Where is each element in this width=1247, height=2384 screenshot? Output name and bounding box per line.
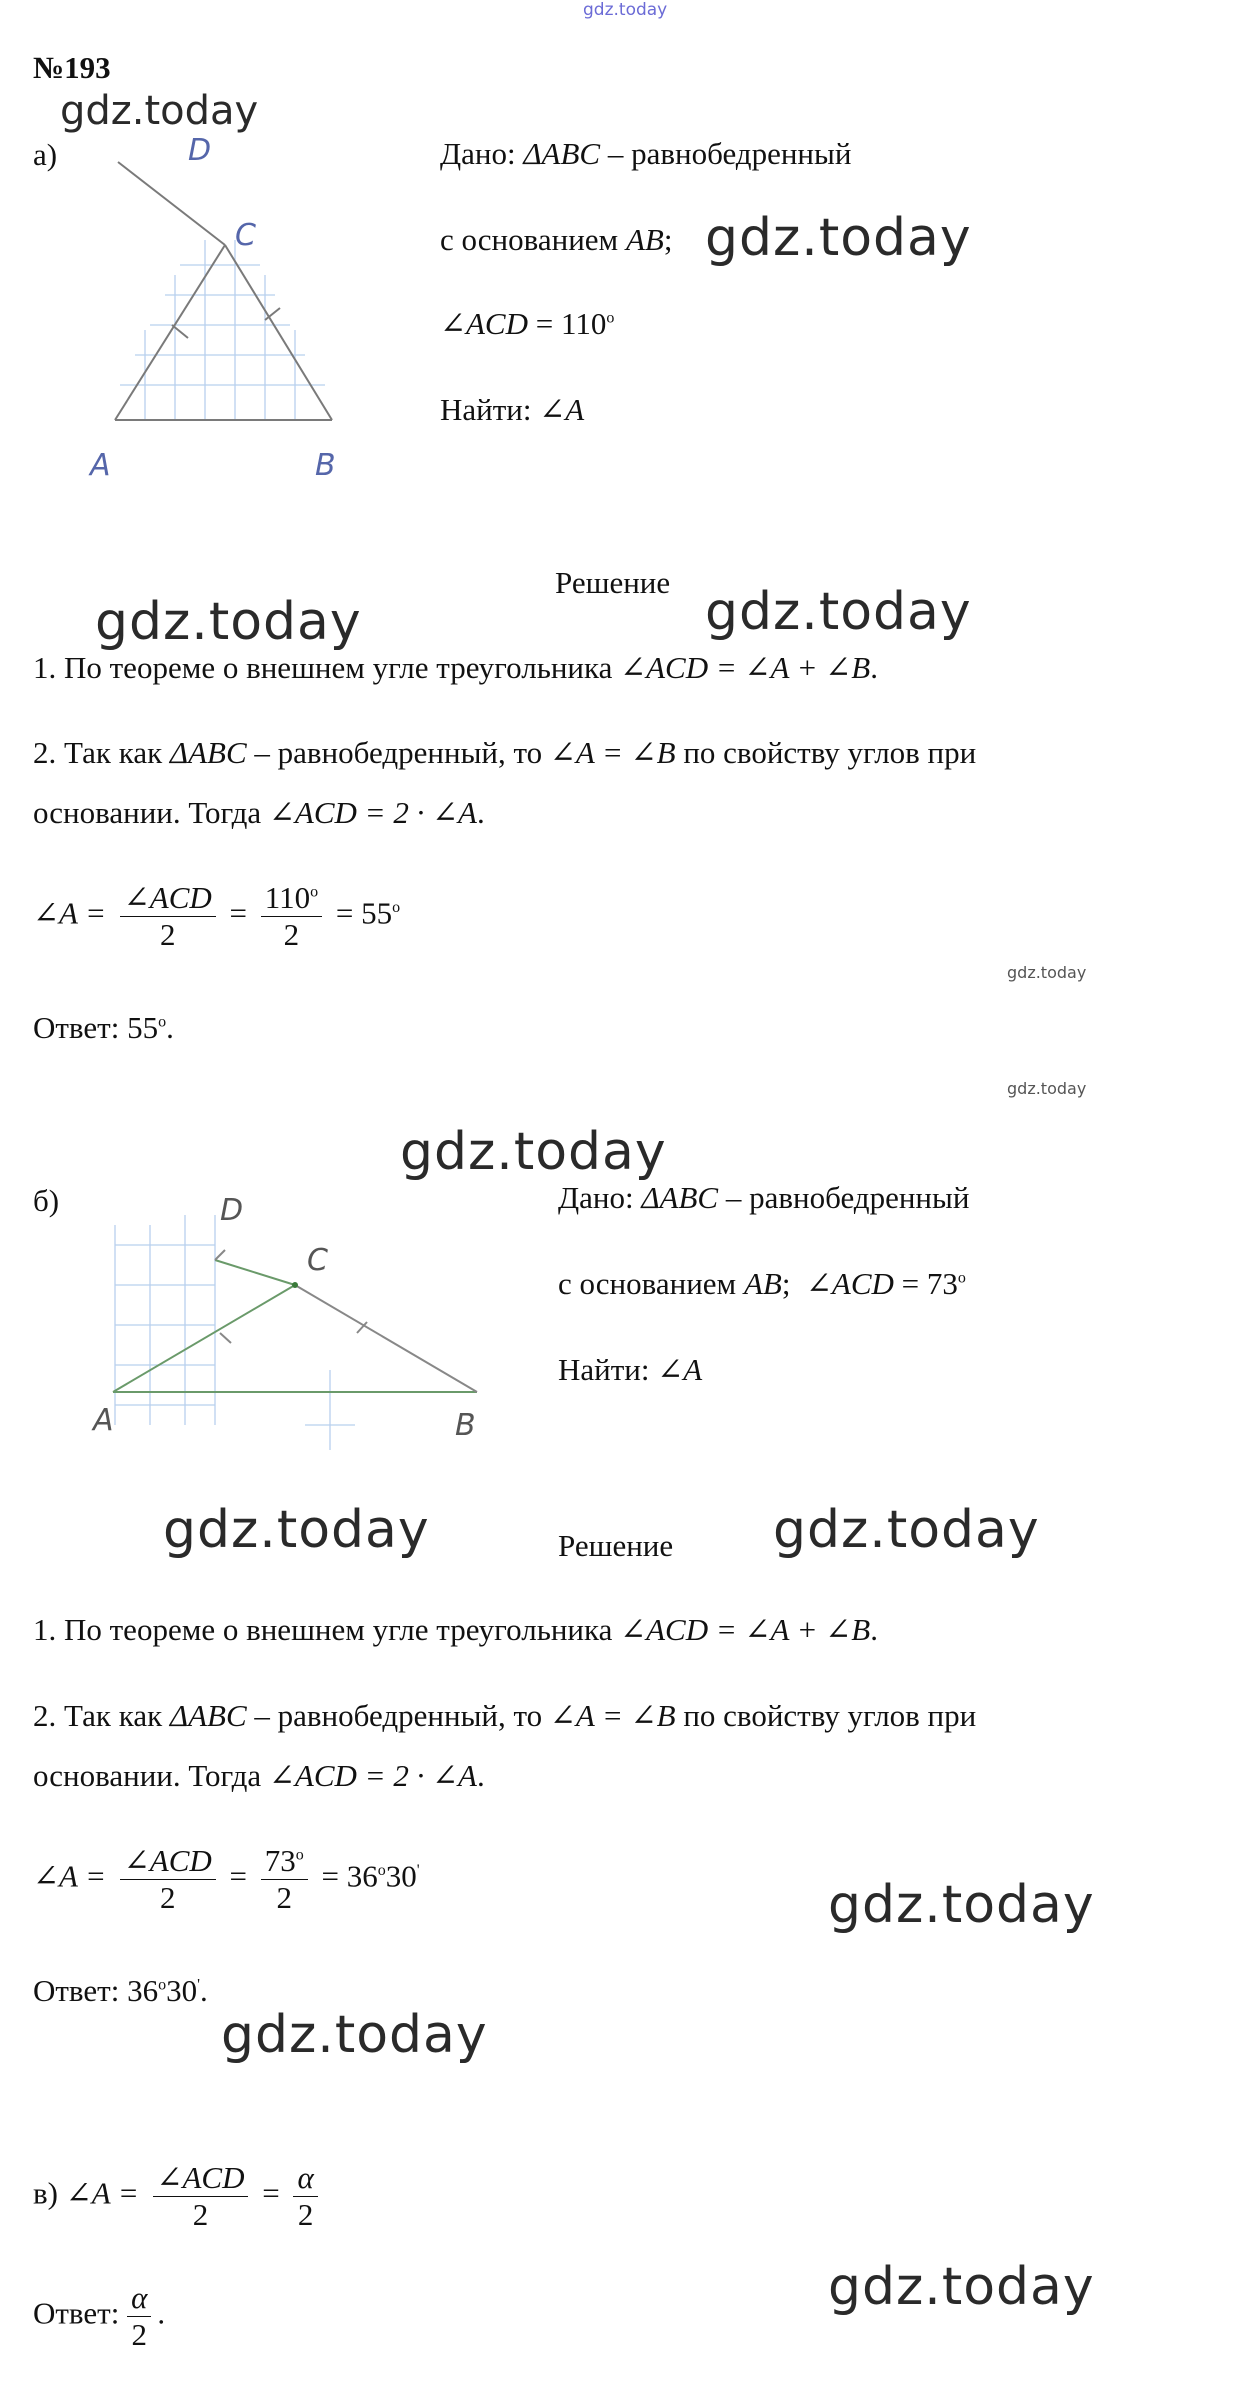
math: AB (743, 1266, 782, 1301)
triangle-figure-a (70, 130, 370, 490)
part-b-given-1 (558, 1180, 969, 1216)
text: основании. Тогда (33, 1758, 269, 1793)
label-b: B (455, 1408, 476, 1443)
part-a-find (440, 392, 584, 428)
prime-sign: ' (197, 1976, 200, 1994)
text: – равнобедренный, то (246, 735, 550, 770)
numerator: α (293, 2160, 317, 2197)
degree-sign: o (310, 883, 319, 901)
text: – равнобедренный (600, 136, 852, 171)
problem-number: №193 (33, 50, 111, 85)
part-c-formula (33, 2160, 324, 2232)
text: . (477, 795, 485, 830)
text: ; (663, 222, 673, 257)
grid-lines (120, 240, 325, 420)
math: ∠A = ∠B (549, 735, 676, 770)
denominator: 2 (192, 2196, 209, 2232)
degree-sign: o (377, 1861, 386, 1879)
math: ΔABC (641, 1180, 719, 1215)
watermark: gdz.today (400, 1122, 667, 1182)
text: ; (781, 1266, 806, 1301)
part-a-step-1 (33, 650, 878, 686)
label-c: C (307, 1243, 328, 1278)
part-b-find (558, 1352, 702, 1388)
text: 1. По теореме о внешнем угле треугольника (33, 650, 621, 685)
text: Ответ: (33, 2295, 128, 2331)
text: . (166, 1010, 174, 1045)
degree-sign: o (158, 1976, 167, 1994)
math: ∠ACD (805, 1266, 894, 1301)
watermark: gdz.today (705, 208, 972, 268)
degree-sign: o (392, 898, 401, 916)
fraction (261, 1843, 308, 1915)
text: Дано: (440, 136, 524, 171)
text: 2. Так как (33, 1698, 170, 1733)
math: ΔABC (169, 735, 247, 770)
text: – равнобедренный (718, 1180, 970, 1215)
math: ∠A = (33, 895, 107, 931)
equals: = (229, 1858, 247, 1894)
part-b-step-2b (33, 1758, 485, 1794)
math: ∠A = (33, 1858, 107, 1894)
part-b-label: б) (33, 1183, 60, 1218)
value: 36 (127, 1973, 159, 2008)
numerator: ∠ACD (120, 1843, 216, 1880)
text: 1. По теореме о внешнем угле треугольника (33, 1612, 621, 1647)
part-a-given-1 (440, 136, 851, 172)
text: Дано: (558, 1180, 642, 1215)
denominator: 2 (131, 2316, 147, 2352)
text: с основанием (558, 1266, 744, 1301)
math: ∠A (657, 1352, 703, 1387)
text: . (157, 2295, 166, 2331)
value: 110 (264, 880, 311, 915)
part-b-step-1 (33, 1612, 878, 1648)
part-b-answer (33, 1973, 208, 2009)
part-b-formula (33, 1843, 420, 1915)
numerator: ∠ACD (153, 2160, 249, 2197)
part-a-solution-heading: Решение (555, 565, 671, 600)
math: ∠ACD = ∠A + ∠B (620, 1612, 871, 1647)
equals: = (229, 895, 247, 931)
math: ∠A = (65, 2175, 139, 2211)
label-a: A (90, 448, 111, 483)
math: ∠ACD = 2 · ∠A (268, 1758, 477, 1793)
part-a-given-2 (440, 222, 672, 258)
watermark: gdz.today (163, 1500, 430, 1560)
part-b-step-2 (33, 1698, 976, 1734)
text: основании. Тогда (33, 795, 269, 830)
watermark-top: gdz.today (583, 0, 668, 20)
watermark: gdz.today (95, 592, 362, 652)
fraction (120, 880, 216, 952)
math: ∠A (539, 392, 585, 427)
triangle-sides (115, 162, 332, 420)
text: . (870, 650, 878, 685)
result: = 36 (321, 1858, 378, 1894)
fraction (153, 2160, 249, 2232)
label-d: D (220, 1193, 244, 1228)
text: 2. Так как (33, 735, 170, 770)
part-a-given-3 (440, 306, 614, 342)
text: Ответ: (33, 1010, 128, 1045)
label-c: C (235, 218, 256, 253)
numerator (261, 1843, 308, 1880)
watermark: gdz.today (60, 88, 259, 134)
numerator: ∠ACD (120, 880, 216, 917)
text: – равнобедренный, то (246, 1698, 550, 1733)
text: Ответ: (33, 1973, 128, 2008)
denominator: 2 (297, 2196, 314, 2232)
label-b: B (315, 448, 336, 483)
watermark: gdz.today (221, 2005, 488, 2065)
part-b-solution-heading: Решение (558, 1528, 674, 1563)
triangle-figure-b (75, 1185, 515, 1450)
minutes: 30 (385, 1858, 417, 1894)
denominator: 2 (160, 916, 176, 952)
fraction (127, 2280, 151, 2352)
part-b-given-2 (558, 1266, 966, 1302)
math: ∠ACD (440, 306, 528, 341)
prime-sign: ' (416, 1861, 420, 1879)
value: 55 (127, 1010, 159, 1045)
math: ∠A = ∠B (549, 1698, 676, 1733)
value: 73 (264, 1843, 296, 1878)
numerator (261, 880, 322, 917)
value: = 73 (893, 1266, 958, 1301)
label-d: D (188, 133, 212, 168)
part-c-answer (33, 2280, 165, 2352)
math: ΔABC (523, 136, 601, 171)
denominator: 2 (283, 916, 300, 952)
degree-sign: o (957, 1269, 966, 1287)
part-a-label: а) (33, 137, 58, 172)
minutes: 30 (166, 1973, 198, 2008)
part-c-label: в) (33, 2175, 58, 2211)
text: . (870, 1612, 878, 1647)
text: Найти: (558, 1352, 658, 1387)
denominator: 2 (276, 1879, 292, 1915)
watermark: gdz.today (828, 2257, 1095, 2317)
degree-sign: o (158, 1013, 167, 1031)
numerator: α (127, 2280, 151, 2317)
text: Найти: (440, 392, 540, 427)
value: = 110 (527, 306, 607, 341)
math: AB (625, 222, 664, 257)
label-a: A (93, 1403, 114, 1438)
degree-sign: o (295, 1846, 304, 1864)
part-a-answer (33, 1010, 174, 1046)
fraction (120, 1843, 216, 1915)
result: = 55 (335, 895, 393, 931)
watermark-small: gdz.today (1007, 963, 1087, 982)
point-c (292, 1282, 298, 1288)
triangle-sides (113, 1260, 477, 1392)
part-a-step-2 (33, 735, 976, 771)
text: с основанием (440, 222, 626, 257)
watermark: gdz.today (705, 582, 972, 642)
part-a-step-2b (33, 795, 485, 831)
text: по свойству углов при (675, 735, 977, 770)
text: по свойству углов при (675, 1698, 977, 1733)
fraction (261, 880, 322, 952)
math: ΔABC (169, 1698, 247, 1733)
math: ∠ACD = 2 · ∠A (268, 795, 477, 830)
equals: = (262, 2175, 280, 2211)
watermark-small: gdz.today (1007, 1079, 1087, 1098)
text: . (199, 1973, 208, 2008)
text: . (477, 1758, 485, 1793)
part-a-formula (33, 880, 400, 952)
watermark: gdz.today (773, 1500, 1040, 1560)
degree-sign: o (606, 309, 615, 327)
denominator: 2 (160, 1879, 176, 1915)
math: ∠ACD = ∠A + ∠B (620, 650, 871, 685)
watermark: gdz.today (828, 1875, 1095, 1935)
fraction (293, 2160, 317, 2232)
